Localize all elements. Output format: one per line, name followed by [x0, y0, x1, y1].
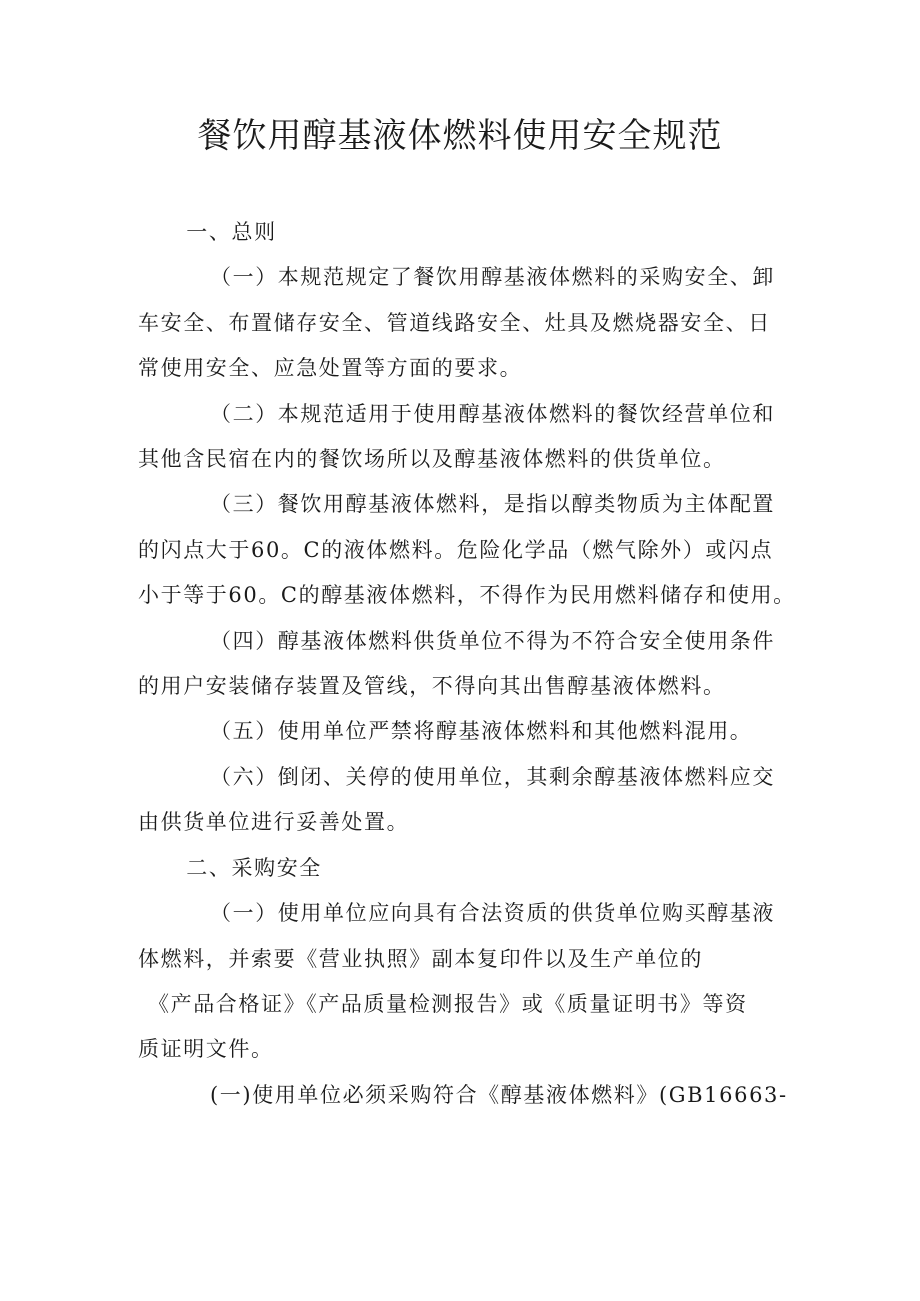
text-line: 常使用安全、应急处置等方面的要求。 — [138, 356, 523, 381]
text-line: （一）使用单位应向具有合法资质的供货单位购买醇基液 — [210, 901, 775, 926]
text-line: 体燃料，并索要《营业执照》副本复印件以及生产单位的 — [138, 946, 703, 971]
text-line: 质证明文件。 — [138, 1037, 274, 1062]
page-title: 餐饮用醇基液体燃料使用安全规范 — [197, 116, 723, 156]
text-line: （六）倒闭、关停的使用单位，其剩余醇基液体燃料应交 — [210, 764, 775, 789]
paragraph — [138, 1073, 788, 1118]
text-line: （四）醇基液体燃料供货单位不得为不符合安全使用条件 — [210, 628, 775, 653]
text-line: (一)使用单位必须采购符合《醇基液体燃料》(GB16663- — [210, 1082, 788, 1107]
paragraph — [138, 255, 784, 391]
document-body — [138, 210, 796, 1118]
text-line: （五）使用单位严禁将醇基液体燃料和其他燃料混用。 — [210, 719, 753, 744]
text-line: 小于等于60。C的醇基液体燃料，不得作为民用燃料储存和使用。 — [138, 583, 796, 608]
text-line: 车安全、布置储存安全、管道线路安全、灶具及燃烧器安全、日 — [138, 310, 771, 335]
text-line: 《产品合格证》《产品质量检测报告》或《质量证明书》等资 — [148, 991, 748, 1016]
paragraph — [138, 709, 784, 754]
paragraph — [138, 891, 784, 1073]
text-line: （一）本规范规定了餐饮用醇基液体燃料的采购安全、卸 — [210, 265, 775, 290]
text-line: 的闪点大于60。C的液体燃料。危险化学品（燃气除外）或闪点 — [138, 537, 774, 562]
text-line: 其他含民宿在内的餐饮场所以及醇基液体燃料的供货单位。 — [138, 447, 726, 472]
section-heading: 一、总则 — [186, 220, 277, 244]
text-line: 由供货单位进行妥善处置。 — [138, 810, 410, 835]
paragraph — [138, 619, 784, 710]
text-line: 的用户安装储存装置及管线，不得向其出售醇基液体燃料。 — [138, 674, 726, 699]
paragraph — [138, 482, 796, 618]
text-line: （三）餐饮用醇基液体燃料，是指以醇类物质为主体配置 — [210, 492, 775, 517]
section-heading: 二、采购安全 — [186, 855, 322, 880]
paragraph — [138, 755, 784, 846]
paragraph — [138, 392, 784, 483]
text-line: （二）本规范适用于使用醇基液体燃料的餐饮经营单位和 — [210, 401, 775, 426]
